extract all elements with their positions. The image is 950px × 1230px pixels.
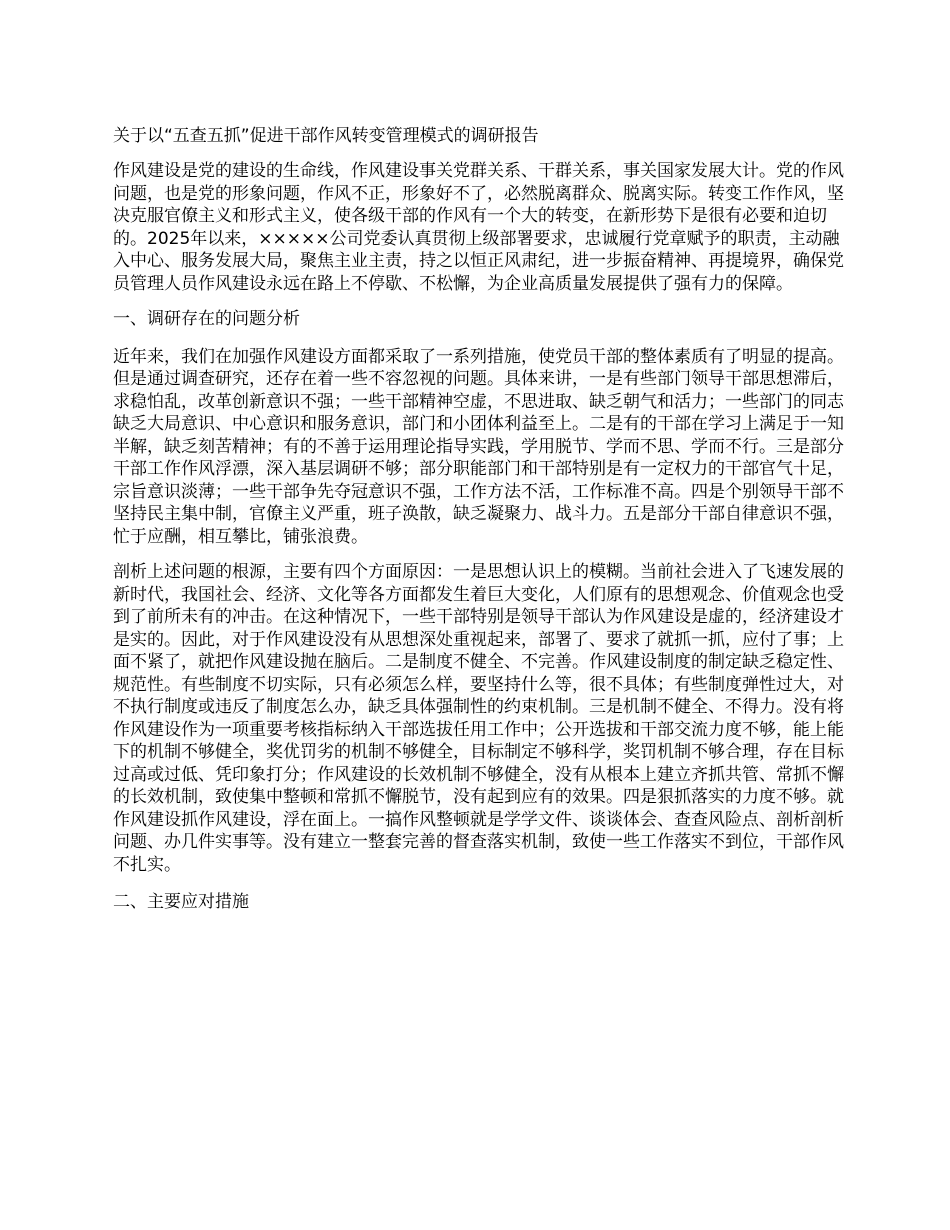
intro-paragraph: 作风建设是党的建设的生命线，作风建设事关党群关系、干群关系，事关国家发展大计。党的作风问题，也是党的形象问题，作风不正，形象好不了，必然脱离群众、脱离实际。转变工作作风，坚决克服官僚主义和形式主义，使各级干部的作风有一个大的转变，在新形势下是很有必要和迫切的。2025年以来，×××××公司党委认真贯彻上级部署要求，忠诚履行党章赋予的职责，主动融入中心、服务发展大局，聚焦主业主责，持之以恒正风肃纪，进一步振奋精神、再提境界，确保党员管理人员作风建设永远在路上不停歇、不松懈，为企业高质量发展提供了强有力的保障。 <box>113 161 844 294</box>
section-1-heading: 一、调研存在的问题分析 <box>113 309 300 329</box>
section-2-heading: 二、主要应对措施 <box>113 892 249 912</box>
document-body <box>113 124 855 929</box>
document-title: 关于以“五查五抓”促进干部作风转变管理模式的调研报告 <box>113 126 539 146</box>
section-1-paragraph-2: 剖析上述问题的根源，主要有四个方面原因：一是思想认识上的模糊。当前社会进入了飞速发展的新时代，我国社会、经济、文化等各方面都发生着巨大变化，人们原有的思想观念、价值观念也受到了前所未有的冲击。在这种情况下，一些干部特别是领导干部认为作风建设是虚的，经济建设才是实的。因此，对于作风建设没有从思想深处重视起来，部署了、要求了就抓一抓，应付了事；上面不紧了，就把作风建设抛在脑后。二是制度不健全、不完善。作风建设制度的制定缺乏稳定性、规范性。有些制度不切实际，只有必须怎么样，要坚持什么等，很不具体；有些制度弹性过大，对不执行制度或违反了制度怎么办，缺乏具体强制性的约束机制。三是机制不健全、不得力。没有将作风建设作为一项重要考核指标纳入干部选拔任用工作中；公开选拔和干部交流力度不够，能上能下的机制不够健全，奖优罚劣的机制不够健全，目标制定不够科学，奖罚机制不够合理，存在目标过高或过低、凭印象打分；作风建设的长效机制不够健全，没有从根本上建立齐抓共管、常抓不懈的长效机制，致使集中整顿和常抓不懈脱节，没有起到应有的效果。四是狠抓落实的力度不够。就作风建设抓作风建设，浮在面上。一搞作风整顿就是学学文件、谈谈体会、查查风险点、剖析剖析问题、办几件实事等。没有建立一整套完善的督查落实机制，致使一些工作落实不到位，干部作风不扎实。 <box>113 562 844 875</box>
section-1-paragraph-1: 近年来，我们在加强作风建设方面都采取了一系列措施，使党员干部的整体素质有了明显的提高。但是通过调查研究，还存在着一些不容忽视的问题。具体来讲，一是有些部门领导干部思想滞后，求稳怕乱，改革创新意识不强；一些干部精神空虚，不思进取、缺乏朝气和活力；一些部门的同志缺乏大局意识、中心意识和服务意识，部门和小团体利益至上。二是有的干部在学习上满足于一知半解，缺乏刻苦精神；有的不善于运用理论指导实践，学用脱节、学而不思、学而不行。三是部分干部工作作风浮漂，深入基层调研不够；部分职能部门和干部特别是有一定权力的干部官气十足，宗旨意识淡薄；一些干部争先夺冠意识不强，工作方法不活，工作标准不高。四是个别领导干部不坚持民主集中制，官僚主义严重，班子涣散，缺乏凝聚力、战斗力。五是部分干部自律意识不强，忙于应酬，相互攀比，铺张浪费。 <box>113 346 844 547</box>
